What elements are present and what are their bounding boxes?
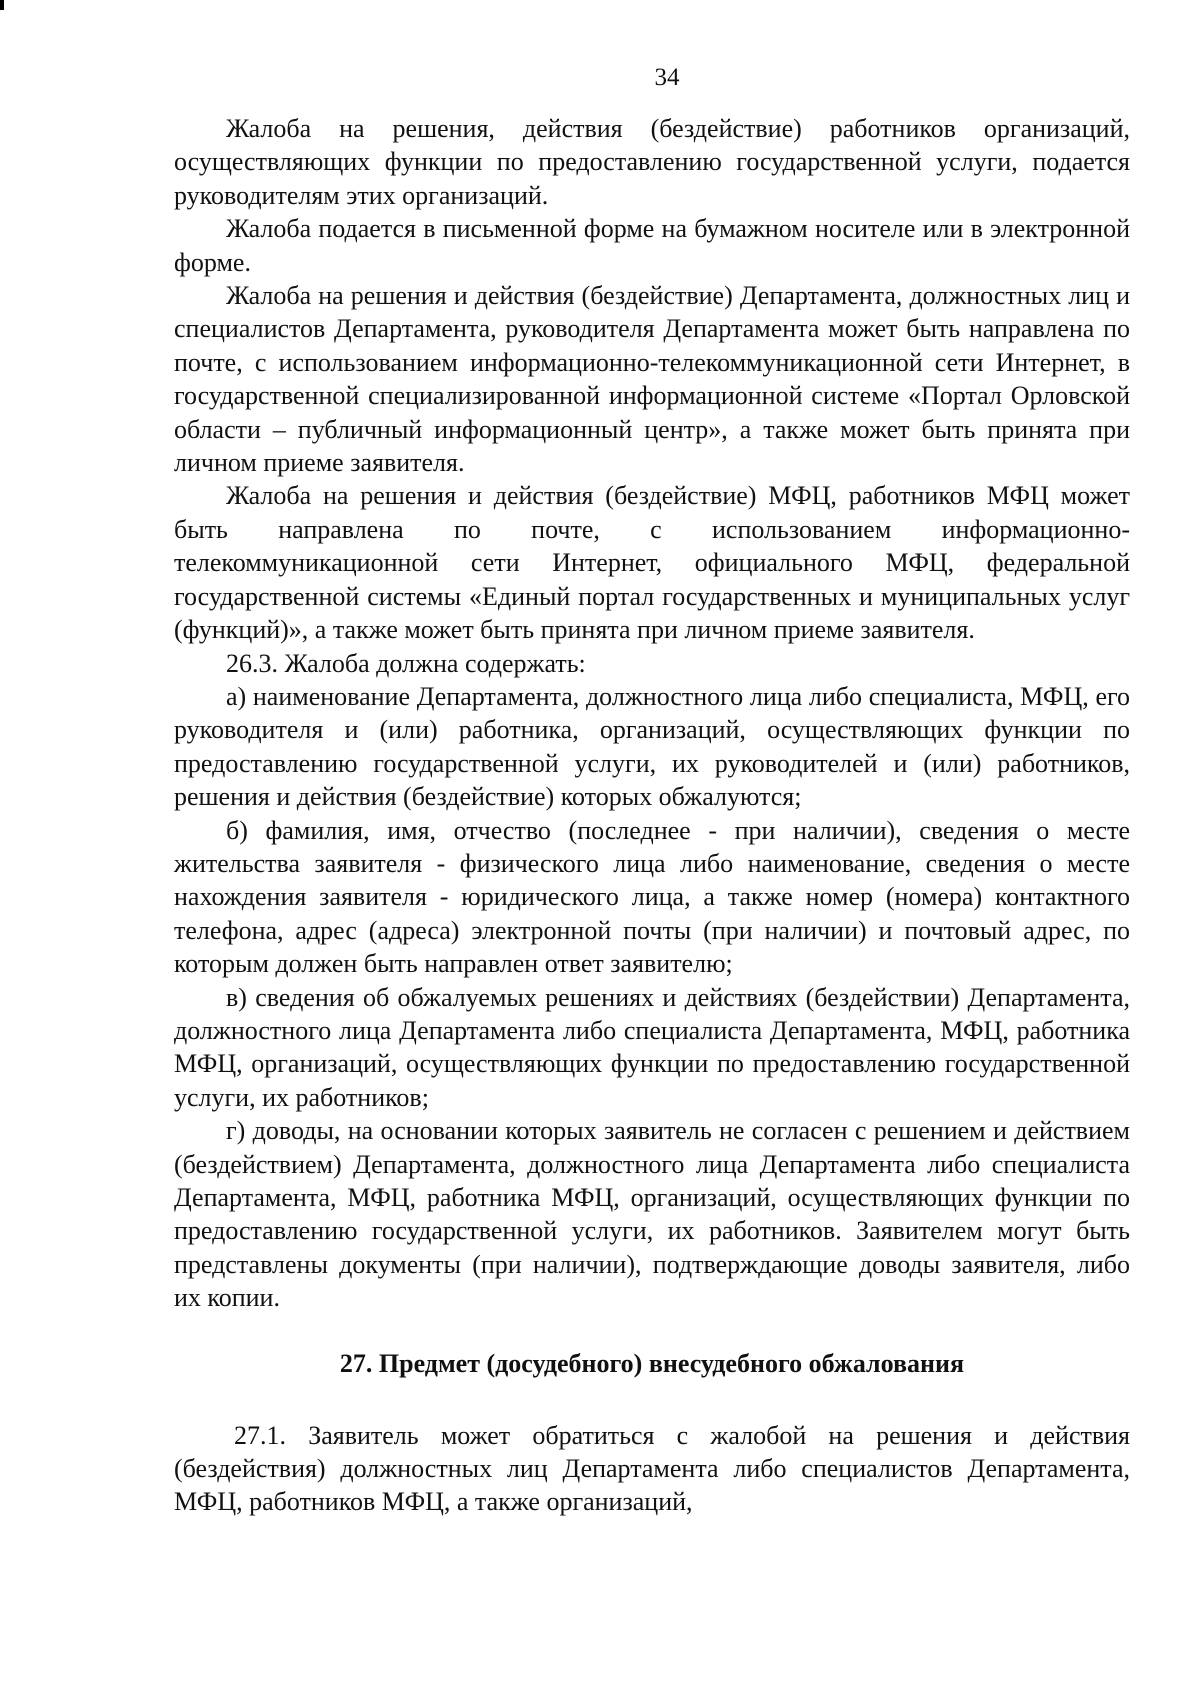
document-page	[174, 58, 1130, 1519]
list-item-a: а) наименование Департамента, должностного лица либо специалиста, МФЦ, его руководителя и (или) работника, организаций, осуществляющих функции по предоставлению государственной услуги, их руководителей и (или) работников, решения и действия (бездействие) которых обжалуются;	[174, 681, 1130, 812]
paragraph-26-3: 26.3. Жалоба должна содержать:	[226, 648, 586, 678]
section-heading-27: 27. Предмет (досудебного) внесудебного обжалования	[339, 1348, 965, 1378]
paragraph-27-1: 27.1. Заявитель может обратиться с жалобой на решения и действия (бездействия) должностных лиц Департамента либо специалистов Департамента, МФЦ, работников МФЦ, а также организаций,	[174, 1420, 1130, 1517]
paragraph-complaint-mfc: Жалоба на решения и действия (бездействие) МФЦ, работников МФЦ может быть направлена по почте, с использованием информационно-телекоммуникационной сети Интернет, официального МФЦ, федеральной государственной системы «Единый портал государственных и муниципальных услуг (функций)», а также может быть принята при личном приеме заявителя.	[174, 481, 1130, 645]
list-item-g: г) доводы, на основании которых заявитель не согласен с решением и действием (бездействием) Департамента, должностного лица Департамента либо специалиста Департамента, МФЦ, работника МФЦ, организаций, осуществляющих функции по предоставлению государственной услуги, их работников. Заявителем могут быть представлены документы (при наличии), подтверждающие доводы заявителя, либо их копии.	[174, 1116, 1130, 1313]
paragraph-complaint-department: Жалоба на решения и действия (бездействие) Департамента, должностных лиц и специалистов Департамента, руководителя Департамента может быть направлена по почте, с использованием информационно-телекоммуникационной сети Интернет, в государственной специализированной информационной системе «Портал Орловской области – публичный информационный центр», а также может быть принята при личном приеме заявителя.	[174, 281, 1130, 478]
page-number: 34	[654, 64, 680, 91]
list-item-b: б) фамилия, имя, отчество (последнее - при наличии), сведения о месте жительства заявителя - физического лица либо наименование, сведения о месте нахождения заявителя - юридического лица, а также номер (номера) контактного телефона, адрес (адреса) электронной почты (при наличии) и почтовый адрес, по которым должен быть направлен ответ заявителю;	[174, 815, 1130, 979]
list-item-v: в) сведения об обжалуемых решениях и действиях (бездействии) Департамента, должностного лица Департамента либо специалиста Департамента, МФЦ, работника МФЦ, организаций, осуществляющих функции по предоставлению государственной услуги, их работников;	[174, 982, 1130, 1112]
paragraph-complaint-form: Жалоба подается в письменной форме на бумажном носителе или в электронной форме.	[174, 214, 1130, 277]
body-text	[174, 112, 1130, 1315]
section-27-text	[174, 1419, 1130, 1519]
paragraph-complaint-organizations: Жалоба на решения, действия (бездействие) работников организаций, осуществляющих функции по предоставлению государственной услуги, подается руководителям этих организаций.	[174, 114, 1130, 210]
scan-edge-mark	[0, 0, 4, 10]
